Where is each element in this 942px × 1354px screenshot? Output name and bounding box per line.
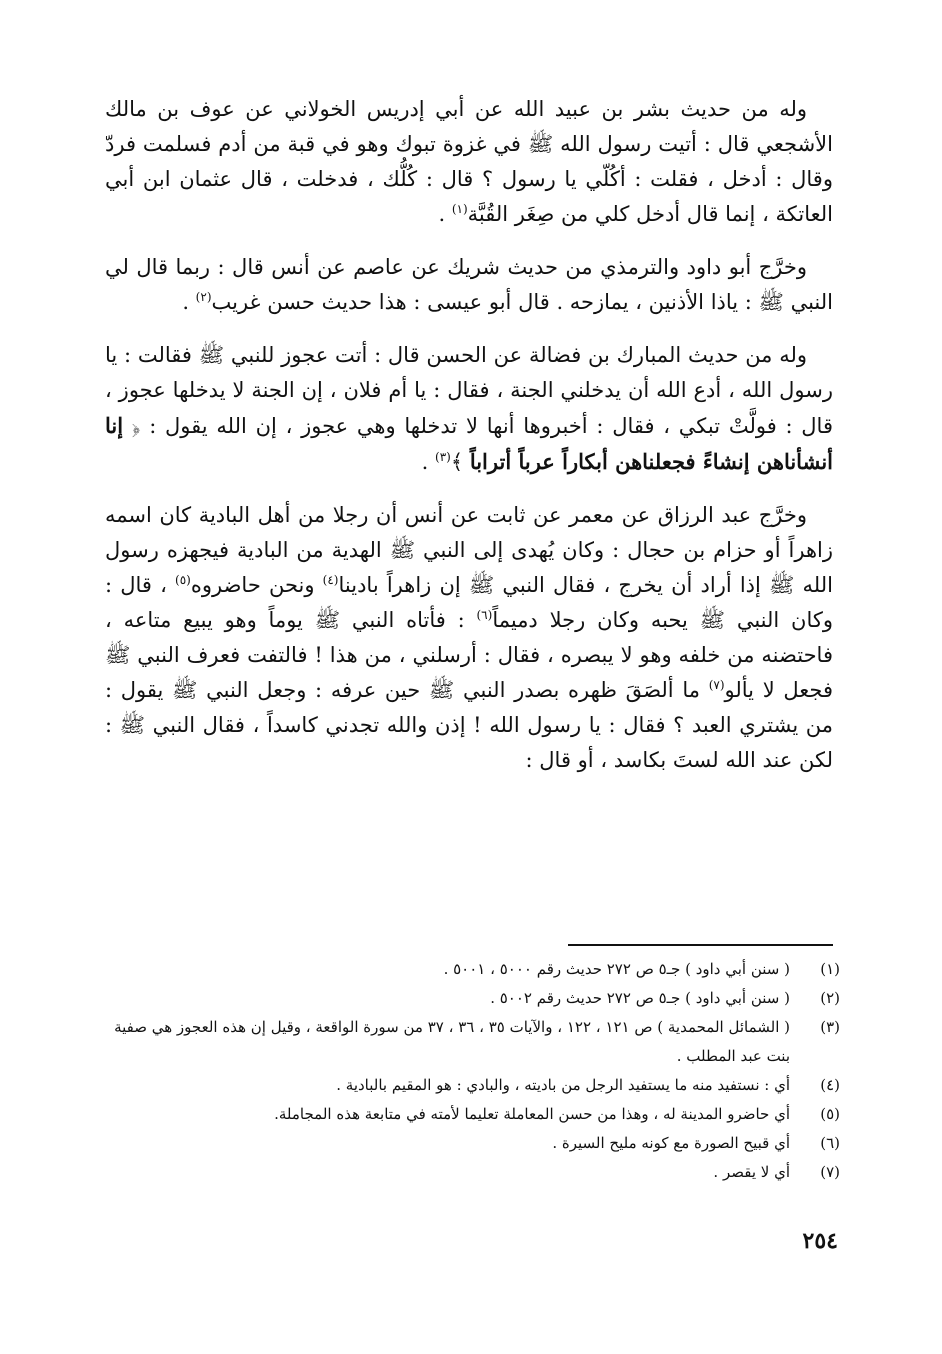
footnote-ref-3: (٣) — [435, 450, 451, 464]
footnote-ref-5: (٥) — [175, 573, 191, 587]
paragraph-4-text: وخرَّج عبد الرزاق عن معمر عن ثابت عن أنس أن رجلا من أهل البادية كان اسمه زاهراً أو حزام بن حجال : وكان يُهدى إلى النبي ﷺ الهدية من البادية فيجهزه رسول الله ﷺ إذا أراد أن يخرج ، فقال النبي ﷺ إن زاهراً بادينا — [105, 503, 833, 597]
footnote-text: أي : نستفيد منه ما يستفيد الرجل من باديته ، والبادي : هو المقيم بالبادية . — [336, 1076, 790, 1094]
footnote-ref-2: (٢) — [195, 290, 212, 304]
footnote-number: (٧) — [820, 1163, 840, 1181]
footnote-divider — [568, 944, 833, 946]
paragraph-2-text: وخرَّج أبو داود والترمذي من حديث شريك عن عاصم عن أنس قال : ربما قال لي النبي ﷺ : ياذا الأذنين ، يمازحه . قال أبو عيسى : هذا حديث حسن غريب — [105, 255, 833, 314]
footnote-6 — [105, 1129, 840, 1158]
page-number: ٢٥٤ — [802, 1228, 838, 1254]
footnote-ref-6: (٦) — [476, 608, 493, 622]
footnote-3 — [105, 1013, 840, 1071]
paragraph-3-text: وله من حديث المبارك بن فضالة عن الحسن قال : أتت عجوز للنبي ﷺ فقالت : يا رسول الله ، أدع الله أن يدخلني الجنة ، فقال : يا أم فلان ، إن الجنة لا يدخلها عجوز ، قال : فولَّتْ تبكي ، فقال : أخبروها أنها لا تدخلها وهي عجوز ، إن الله يقول : ﴿ — [105, 343, 833, 438]
footnote-number: (٦) — [820, 1134, 840, 1152]
paragraph-4-text-2: ونحن حاضروه — [190, 573, 323, 597]
main-text — [105, 92, 833, 796]
footnote-7 — [105, 1158, 840, 1187]
footnote-ref-7: (٧) — [708, 678, 725, 692]
footnote-number: (٤) — [820, 1076, 840, 1094]
paragraph-3-end: . — [421, 450, 435, 474]
paragraph-3 — [105, 338, 833, 480]
footnote-5 — [105, 1100, 840, 1129]
quran-verse-close: ﴾ — [450, 450, 470, 474]
paragraph-1-text: وله من حديث بشر بن عبيد الله عن أبي إدريس الخولاني عن عوف بن مالك الأشجعي قال : أتيت رسول الله ﷺ في غزوة تبوك وهو في قبة من أدم فسلمت فردّ وقال : أدخل ، فقلت : أكُلّي يا رسول ؟ قال : كُلُّك ، فدخلت ، قال عثمان ابن أبي العاتكة ، إنما قال أدخل كلي من صِغَر القُبَّة — [105, 97, 833, 226]
footnote-4 — [105, 1071, 840, 1100]
paragraph-1 — [105, 92, 833, 232]
footnote-text: أي قبيح الصورة مع كونه مليح السيرة . — [552, 1134, 790, 1152]
footnote-text: ( سنن أبي داود ) جـ٥ ص ٢٧٢ حديث رقم ٥٠٠٢ . — [490, 989, 790, 1007]
quran-verse: إنا أنشأناهن إنشاءً فجعلناهن أبكاراً عرباً أتراباً — [105, 413, 833, 474]
footnote-number: (٣) — [820, 1018, 840, 1036]
footnote-text: ( سنن أبي داود ) جـ٥ ص ٢٧٢ حديث رقم ٥٠٠٠ ، ٥٠٠١ . — [443, 960, 790, 978]
footnote-text: أي حاضرو المدينة له ، وهذا من حسن المعاملة تعليما لأمته في متابعة هذه المجاملة. — [274, 1105, 790, 1123]
paragraph-1-end: . — [438, 202, 452, 226]
footnote-number: (١) — [820, 960, 840, 978]
footnotes — [105, 955, 840, 1187]
paragraph-2-end: . — [182, 290, 196, 314]
footnote-1 — [105, 955, 840, 984]
footnote-ref-4: (٤) — [322, 573, 339, 587]
footnote-2 — [105, 984, 840, 1013]
footnote-text: أي لا يقصر . — [713, 1163, 790, 1181]
footnote-text: ( الشمائل المحمدية ) ص ١٢١ ، ١٢٢ ، والآيات ٣٥ ، ٣٦ ، ٣٧ من سورة الواقعة ، وقيل إن هذه العجوز هي صفية بنت عبد المطلب . — [114, 1018, 790, 1065]
paragraph-4 — [105, 498, 833, 778]
paragraph-4-text-4: : فأتاه النبي ﷺ يوماً وهو يبيع متاعه ، فاحتضنه من خلفه وهو لا يبصره ، فقال : أرسلني ، من هذا ! فالتفت فعرف النبي ﷺ فجعل لا يألو — [105, 608, 833, 702]
footnote-number: (٥) — [820, 1105, 840, 1123]
paragraph-2 — [105, 250, 833, 320]
paragraph-4-text-3: ، قال : وكان النبي ﷺ يحبه وكان رجلا دميماً — [105, 573, 833, 632]
footnote-number: (٢) — [820, 989, 840, 1007]
paragraph-4-end: ما ألصَقَ ظهره بصدر النبي ﷺ حين عرفه : وجعل النبي ﷺ يقول : من يشتري العبد ؟ فقال : يا رسول الله ! إذن والله تجدني كاسداً ، فقال النبي ﷺ : لكن عند الله لستَ بكاسد ، أو قال : — [105, 678, 833, 772]
footnote-ref-1: (١) — [451, 202, 468, 216]
